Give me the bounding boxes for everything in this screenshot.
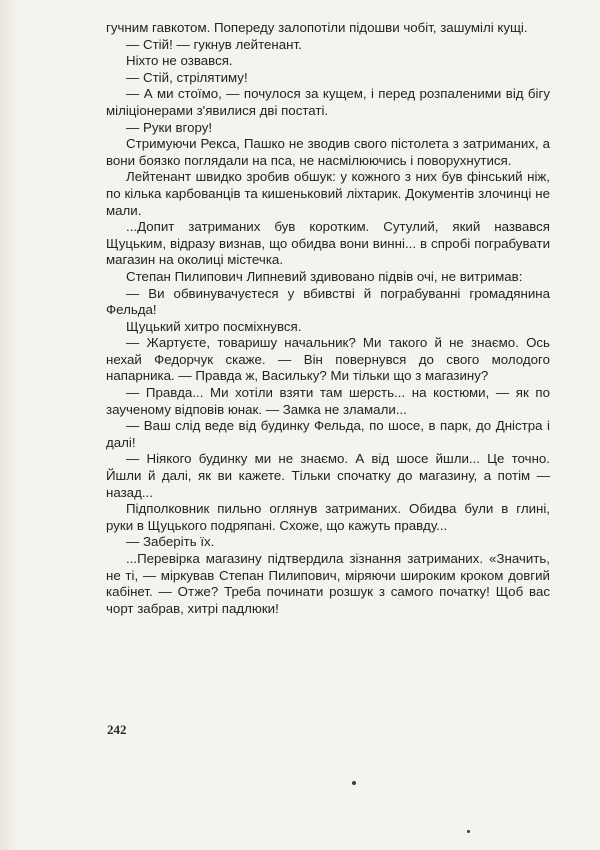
paragraph: Ніхто не озвався. <box>126 53 233 69</box>
paragraph: Лейтенант швидко зробив обшук: у кожного з них був фінський ніж, по кілька карбованців та кишеньковий ліхтарик. Документів злочинці не мали. <box>106 169 550 218</box>
paragraph: Степан Пилипович Липневий здивовано підвів очі, не витримав: <box>126 268 523 284</box>
paragraph: — Жартуєте, товаришу начальник? Ми такого й не знаємо. Ось нехай Федорчук скаже. — Він повернувся до свого молодого напарника. — Правда ж, Васильку? Ми тільки що з магазину? <box>106 335 550 384</box>
paragraph: Щуцький хитро посміхнувся. <box>126 318 302 334</box>
paragraph: — Руки вгору! <box>126 119 213 135</box>
paragraph: Підполковник пильно оглянув затриманих. Обидва були в глині, руки в Щуцького подряпані. Схоже, що кажуть правду... <box>106 501 550 533</box>
page-number: 242 <box>107 722 127 737</box>
paragraph: — Ніякого будинку ми не знаємо. А від шосе йшли... Це точно. Йшли й далі, як ви кажете. Тільки спочатку до магазину, а потім — назад... <box>106 451 550 500</box>
paragraph: гучним гавкотом. Попереду залопотіли підошви чобіт, зашумілі кущі. <box>106 20 528 35</box>
paragraph: — А ми стоїмо, — почулося за кущем, і перед розпаленими від бігу міліціонерами з'явилися дві постаті. <box>106 86 550 118</box>
paragraph: — Ви обвинувачуєтеся у вбивстві й пограбуванні громадянина Фельда! <box>106 285 550 318</box>
paragraph: ...Перевірка магазину підтвердила зізнання затриманих. «Значить, не ті, — міркував Степан Пилипович, міряючи широким кроком довгий кабінет. — Отже? Треба починати розшук з самого початку! Щоб вас чорт забрав, хитрі падлюки! <box>106 551 550 616</box>
paragraph: — Правда... Ми хотіли взяти там шерсть... на костюми, — як по заученому відповів юнак. — Замка не зламали... <box>106 385 550 417</box>
paragraph: — Стій! — гукнув лейтенант. <box>126 36 302 52</box>
paragraph: ...Допит затриманих був коротким. Сутулий, який назвався Щуцьким, відразу визнав, що обидва вони винні... в спробі пограбувати магазин на околиці містечка. <box>106 219 550 268</box>
paragraph: — Стій, стрілятиму! <box>126 69 248 85</box>
ink-speck <box>467 830 470 833</box>
page-edge-shadow <box>0 0 18 850</box>
paragraph: — Заберіть їх. <box>126 534 215 550</box>
paragraph: Стримуючи Рекса, Пашко не зводив свого пістолета з затриманих, а вони боязко поглядали на пса, не насмілюючись і поворухнутися. <box>106 136 550 168</box>
ink-speck <box>352 781 356 785</box>
paragraph: — Ваш слід веде від будинку Фельда, по шосе, в парк, до Дністра і далі! <box>106 418 550 450</box>
page-body-text <box>106 20 550 617</box>
